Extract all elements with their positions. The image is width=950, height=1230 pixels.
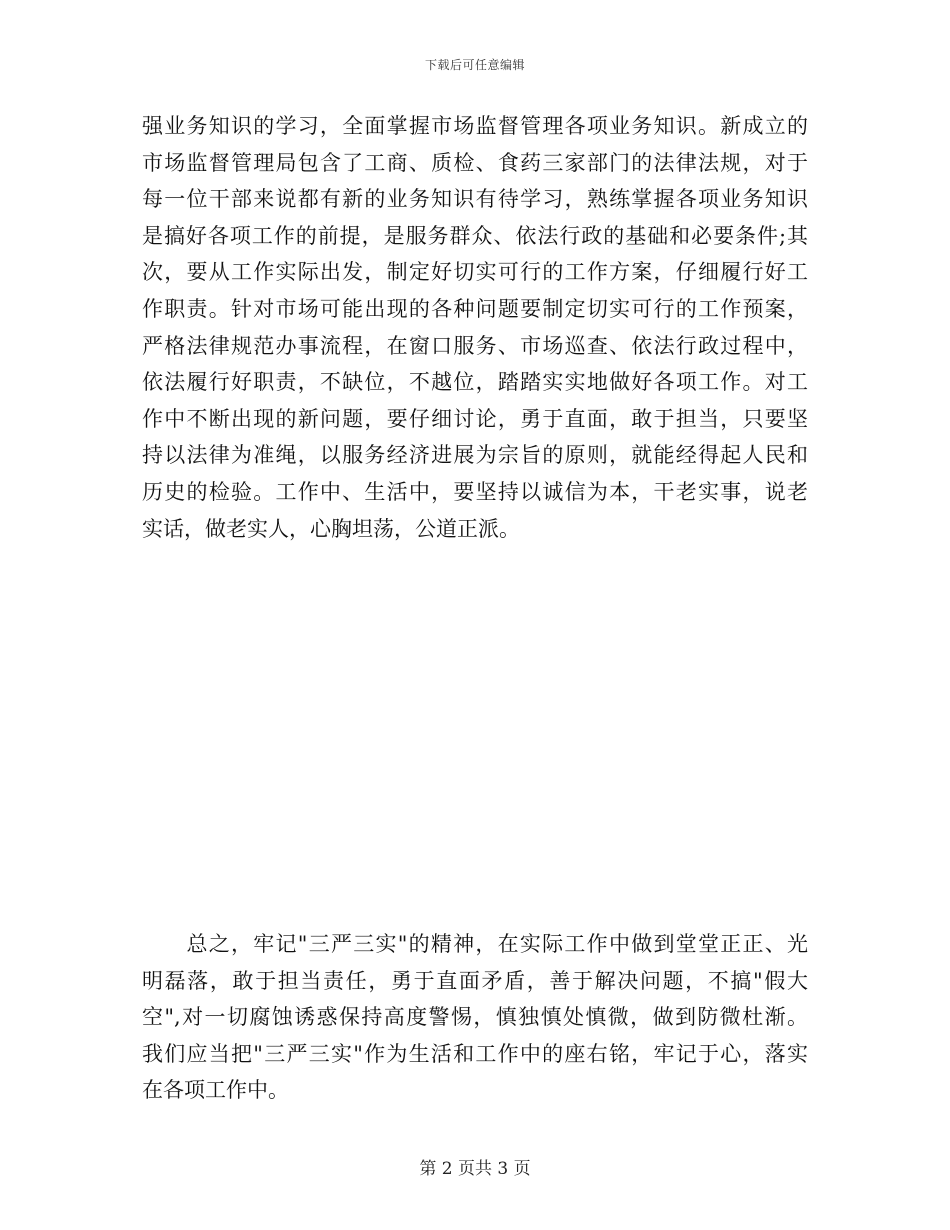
text-line: 每一位干部来说都有新的业务知识有待学习，熟练掌握各项业务知识 [142, 187, 808, 212]
text-line: 持以法律为准绳，以服务经济进展为宗旨的原则，就能经得起人民和 [142, 443, 808, 468]
text-line: 作职责。针对市场可能出现的各种问题要制定切实可行的工作预案， [142, 296, 808, 321]
text-line: 我们应当把"三严三实"作为生活和工作中的座右铭，牢记于心，落实 [142, 1041, 808, 1066]
text-line: 依法履行好职责，不缺位，不越位，踏踏实实地做好各项工作。对工 [142, 370, 808, 395]
text-line: 市场监督管理局包含了工商、质检、食药三家部门的法律法规，对于 [142, 150, 808, 175]
page-header: 下载后可任意编辑 [424, 58, 525, 72]
text-line: 次，要从工作实际出发，制定好切实可行的工作方案，仔细履行好工 [142, 260, 808, 285]
text-line: 是搞好各项工作的前提，是服务群众、依法行政的基础和必要条件;其 [142, 223, 808, 248]
text-line: 作中不断出现的新问题，要仔细讨论，勇于直面，敢于担当，只要坚 [142, 406, 808, 431]
page-number-footer: 第 2 页共 3 页 [419, 1159, 531, 1179]
text-line: 历史的检验。工作中、生活中，要坚持以诚信为本，干老实事，说老 [142, 479, 808, 504]
body-paragraph-2 [142, 926, 808, 1109]
text-line: 空",对一切腐蚀诱惑保持高度警惕，慎独慎处慎微，做到防微杜渐。 [142, 1005, 808, 1030]
text-line: 明磊落，敢于担当责任，勇于直面矛盾，善于解决问题，不搞"假大 [142, 968, 808, 993]
text-line: 总之，牢记"三严三实"的精神，在实际工作中做到堂堂正正、光 [142, 932, 808, 956]
text-line: 实话，做老实人，心胸坦荡，公道正派。 [142, 516, 520, 541]
text-line: 强业务知识的学习，全面掌握市场监督管理各项业务知识。新成立的 [142, 114, 808, 138]
body-paragraph-1 [142, 108, 808, 547]
text-line: 在各项工作中。 [142, 1078, 289, 1103]
text-line: 严格法律规范办事流程，在窗口服务、市场巡查、依法行政过程中， [142, 333, 808, 358]
